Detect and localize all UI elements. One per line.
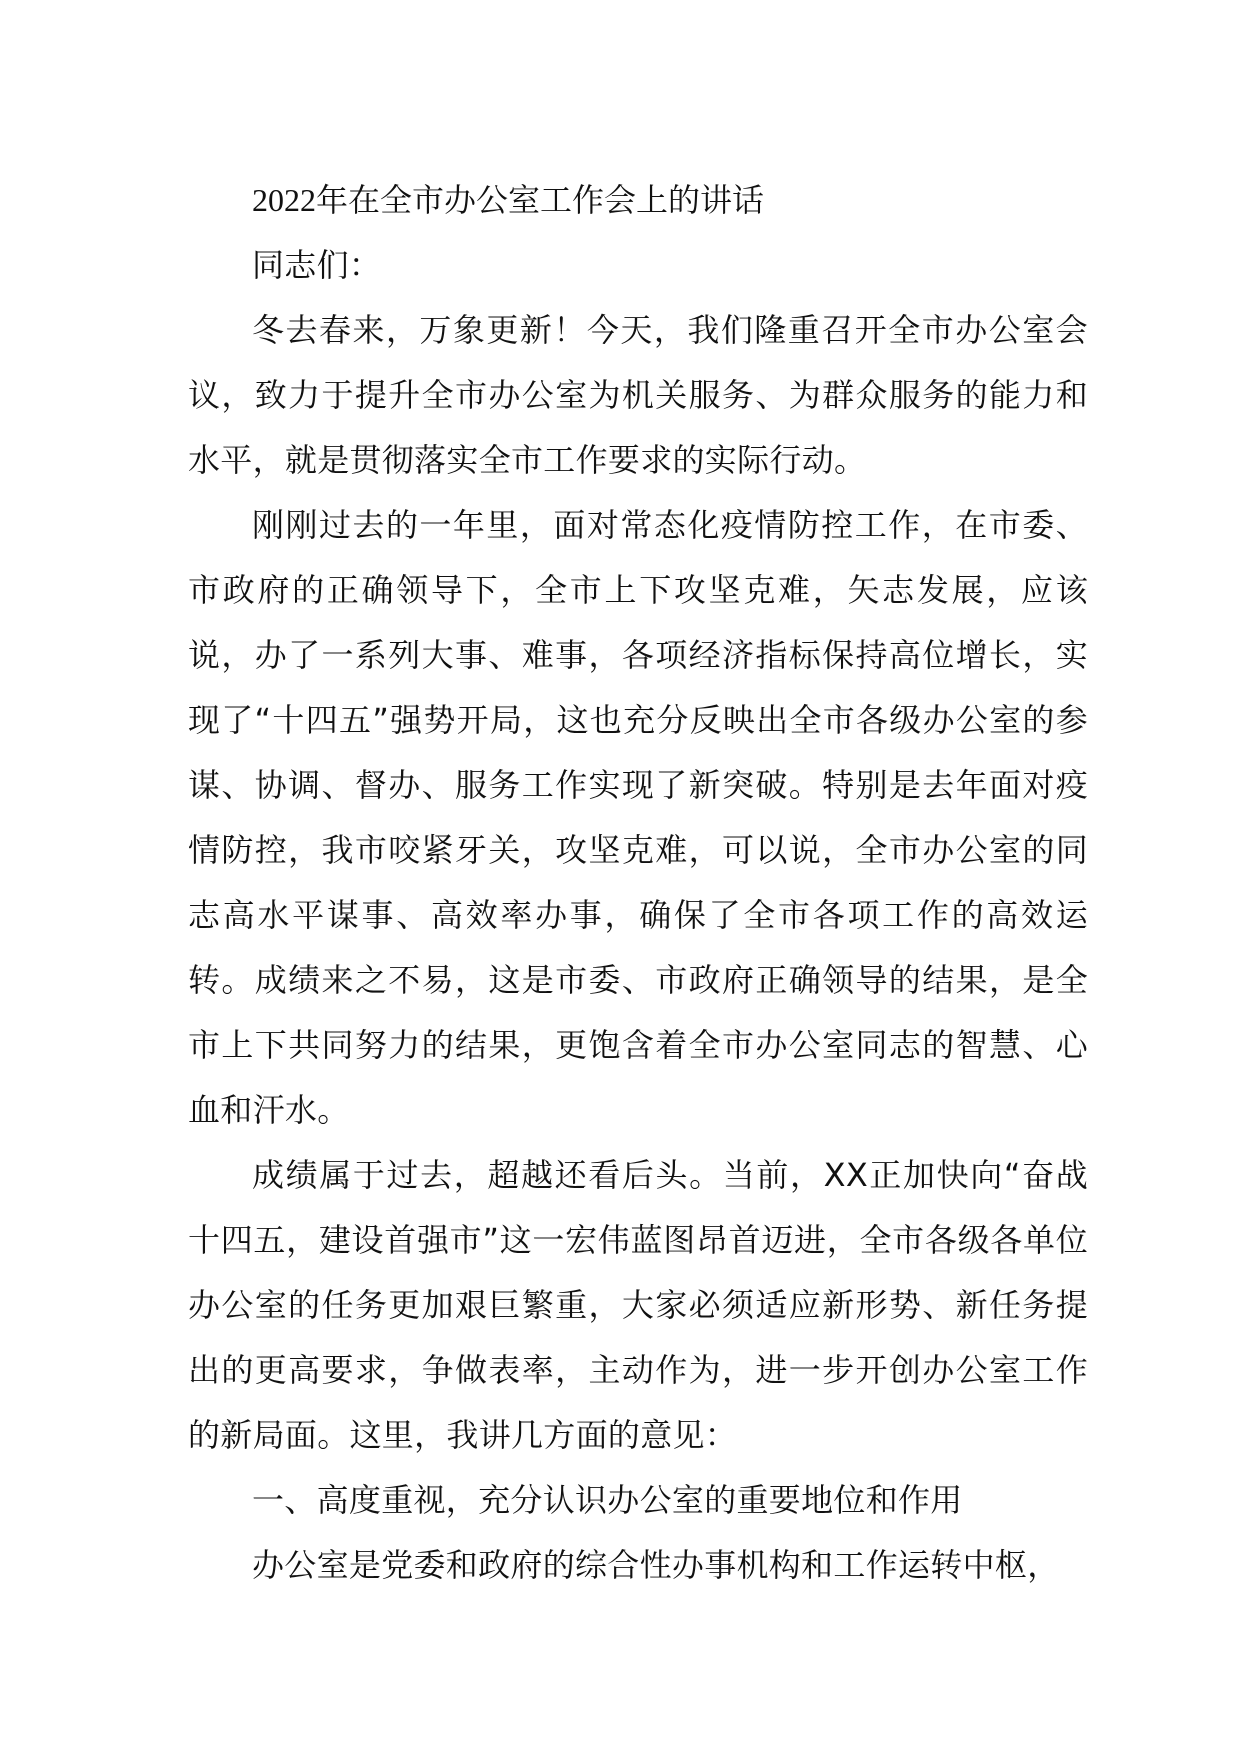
paragraph-opening: 冬去春来，万象更新！今天，我们隆重召开全市办公室会议，致力于提升全市办公室为机关服务、为群众服务的能力和水平，就是贯彻落实全市工作要求的实际行动。 xyxy=(188,311,1088,479)
paragraph-outlook: 成绩属于过去，超越还看后头。当前，XX正加快向“奋战十四五，建设首强市”这一宏伟蓝图昂首迈进，全市各级各单位办公室的任务更加艰巨繁重，大家必须适应新形势、新任务提出的更高要求，争做表率，主动作为，进一步开创办公室工作的新局面。这里，我讲几方面的意见： xyxy=(188,1156,1088,1454)
title-text: 年在全市办公室工作会上的讲话 xyxy=(316,181,765,219)
document-title xyxy=(188,168,1088,233)
salutation: 同志们： xyxy=(252,246,382,284)
section-heading-one: 一、高度重视，充分认识办公室的重要地位和作用 xyxy=(252,1481,963,1519)
paragraph-review: 刚刚过去的一年里，面对常态化疫情防控工作，在市委、市政府的正确领导下，全市上下攻坚克难，矢志发展，应该说，办了一系列大事、难事，各项经济指标保持高位增长，实现了“十四五”强势开局，这也充分反映出全市各级办公室的参谋、协调、督办、服务工作实现了新突破。特别是去年面对疫情防控，我市咬紧牙关，攻坚克难，可以说，全市办公室的同志高水平谋事、高效率办事，确保了全市各项工作的高效运转。成绩来之不易，这是市委、市政府正确领导的结果，是全市上下共同努力的结果，更饱含着全市办公室同志的智慧、心血和汗水。 xyxy=(188,506,1088,1129)
title-year: 2022 xyxy=(252,182,316,218)
document-body xyxy=(188,168,1088,1598)
paragraph-section-one: 办公室是党委和政府的综合性办事机构和工作运转中枢， xyxy=(252,1546,1060,1584)
